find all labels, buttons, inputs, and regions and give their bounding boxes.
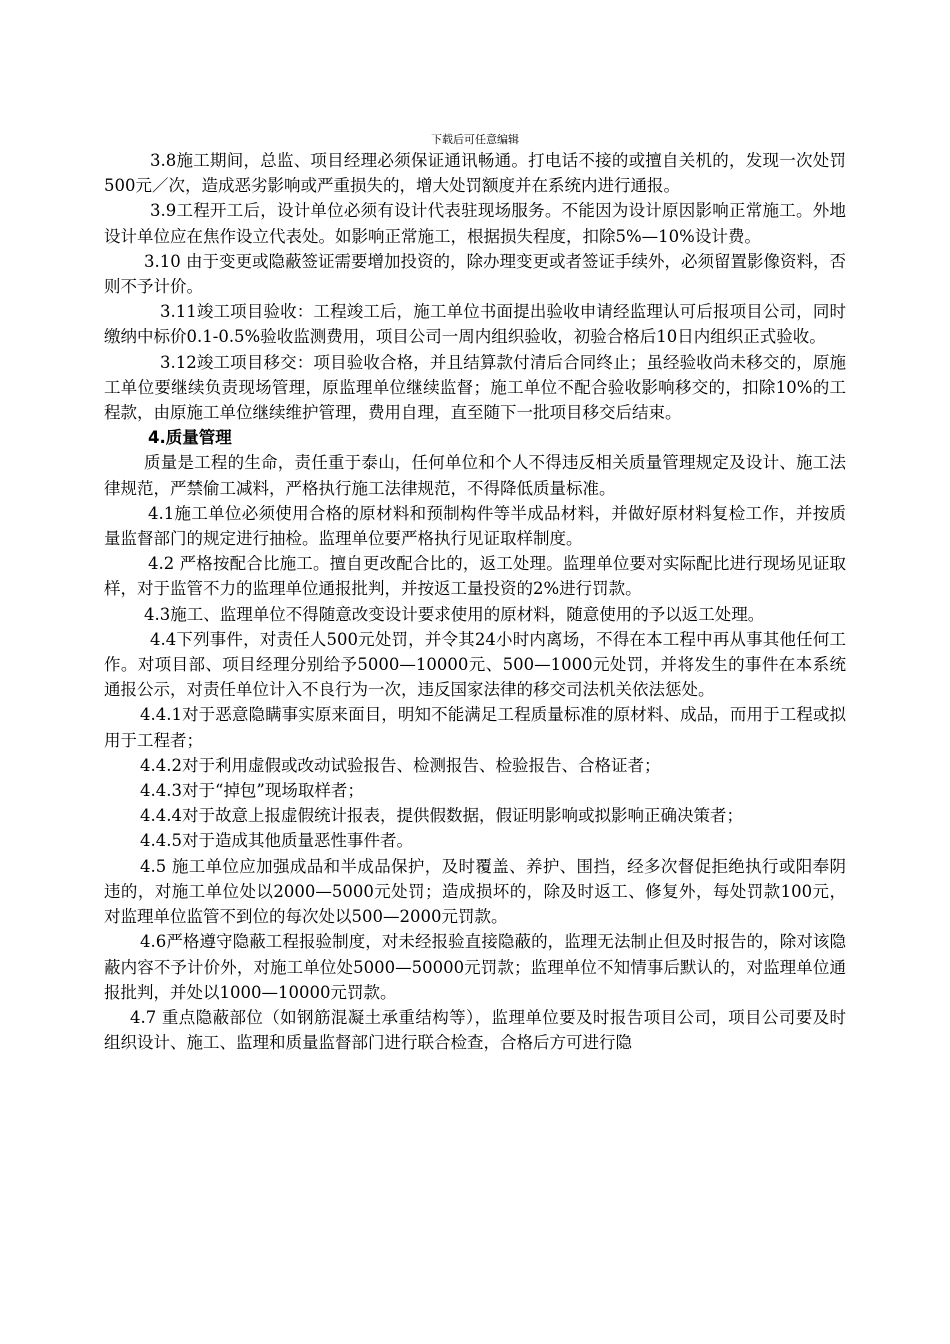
page-header: 下载后可任意编辑 [431,133,519,146]
paragraph: 4.2 严格按配合比施工。擅自更改配合比的，返工处理。监理单位要对实际配比进行现场见证取样，对于监管不力的监理单位通报批判，并按返工量投资的2%进行罚款。 [104,554,846,599]
paragraph: 4.4下列事件，对责任人500元处罚，并令其24小时内离场，不得在本工程中再从事其他任何工作。对项目部、项目经理分别给予5000—10000元、500—1000元处罚，并将发生的事件在本系统通报公示，对责任单位计入不良行为一次，违反国家法律的移交司法机关依法惩处。 [104,629,846,700]
paragraph: 3.8施工期间，总监、项目经理必须保证通讯畅通。打电话不接的或擅自关机的，发现一次处罚500元／次，造成恶劣影响或严重损失的，增大处罚额度并在系统内进行通报。 [104,151,846,196]
paragraph: 4.4.2对于利用虚假或改动试验报告、检测报告、检验报告、合格证者； [140,755,661,775]
paragraph: 4.4.4对于故意上报虚假统计报表，提供假数据，假证明影响或拟影响正确决策者； [140,806,743,826]
document-body [104,148,846,1055]
paragraph: 4.7 重点隐蔽部位（如钢筋混凝土承重结构等），监理单位要及时报告项目公司，项目公司要及时组织设计、施工、监理和质量监督部门进行联合检查，合格后方可进行隐 [104,1007,846,1053]
paragraph: 4.3施工、监理单位不得随意改变设计要求使用的原材料，随意使用的予以返工处理。 [144,604,765,624]
paragraph: 4.4.3对于“掉包”现场取样者； [140,781,364,801]
paragraph: 3.9工程开工后，设计单位必须有设计代表驻现场服务。不能因为设计原因影响正常施工。外地设计单位应在焦作设立代表处。如影响正常施工，根据损失程度，扣除5%—10%设计费。 [104,201,846,246]
paragraph: 4.4.1对于恶意隐瞒事实原来面目，明知不能满足工程质量标准的原材料、成品，而用于工程或拟用于工程者； [104,705,846,750]
paragraph: 4.5 施工单位应加强成品和半成品保护，及时覆盖、养护、围挡，经多次督促拒绝执行或阳奉阴违的，对施工单位处以2000—5000元处罚；造成损坏的，除及时返工、修复外，每处罚款100元，对监理单位监管不到位的每次处以500—2000元罚款。 [104,856,846,927]
paragraph: 3.11竣工项目验收：工程竣工后，施工单位书面提出验收申请经监理认可后报项目公司，同时缴纳中标价0.1-0.5%验收监测费用，项目公司一周内组织验收，初验合格后10日内组织正式验收。 [104,302,846,347]
paragraph: 3.10 由于变更或隐蔽签证需要增加投资的，除办理变更或者签证手续外，必须留置影像资料，否则不予计价。 [104,251,846,297]
paragraph: 质量是工程的生命，责任重于泰山，任何单位和个人不得违反相关质量管理规定及设计、施工法律规范，严禁偷工减料，严格执行施工法律规范，不得降低质量标准。 [104,453,846,498]
section-heading: 4.质量管理 [148,428,232,448]
paragraph: 3.12竣工项目移交：项目验收合格，并且结算款付清后合同终止；虽经验收尚未移交的，原施工单位要继续负责现场管理，原监理单位继续监督；施工单位不配合验收影响移交的，扣除10%的工程款，由原施工单位继续维护管理，费用自理，直至随下一批项目移交后结束。 [104,352,846,423]
paragraph: 4.6严格遵守隐蔽工程报验制度，对未经报验直接隐蔽的，监理无法制止但及时报告的，除对该隐蔽内容不予计价外，对施工单位处5000—50000元罚款；监理单位不知情事后默认的，对监理单位通报批判，并处以1000—10000元罚款。 [104,932,846,1002]
paragraph: 4.1施工单位必须使用合格的原材料和预制构件等半成品材料，并做好原材料复检工作，并按质量监督部门的规定进行抽检。监理单位要严格执行见证取样制度。 [104,503,846,549]
paragraph: 4.4.5对于造成其他质量恶性事件者。 [140,831,413,851]
